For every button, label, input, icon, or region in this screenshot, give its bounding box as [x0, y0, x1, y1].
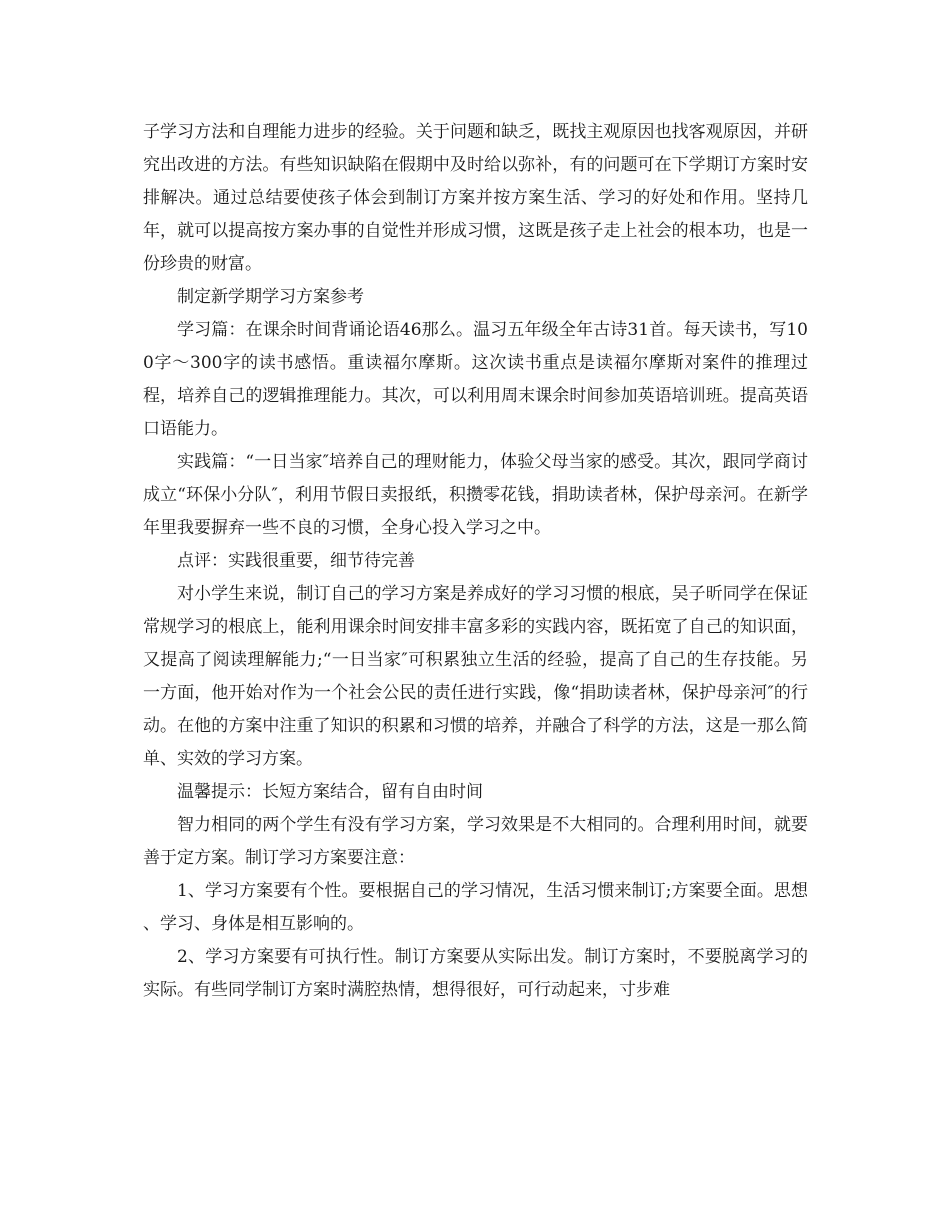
section-heading-tips: 温馨提示：长短方案结合，留有自由时间	[177, 782, 483, 802]
section-heading-new-term-plan: 制定新学期学习方案参考	[177, 287, 364, 307]
document-body	[143, 116, 808, 1007]
paragraph-tip-2: 2、学习方案要有可执行性。制订方案要从实际出发。制订方案时，不要脱离学习的实际。有些同学制订方案时满腔热情，想得很好，可行动起来，寸步难	[143, 947, 808, 1000]
paragraph-tips-intro: 智力相同的两个学生有没有学习方案，学习效果是不大相同的。合理利用时间，就要善于定方案。制订学习方案要注意：	[143, 815, 808, 868]
section-heading-comment: 点评：实践很重要，细节待完善	[177, 551, 415, 571]
paragraph-continuation: 子学习方法和自理能力进步的经验。关于问题和缺乏，既找主观原因也找客观原因，并研究出改进的方法。有些知识缺陷在假期中及时给以弥补，有的问题可在下学期订方案时安排解决。通过总结要使孩子体会到制订方案并按方案生活、学习的好处和作用。坚持几年，就可以提高按方案办事的自觉性并形成习惯，这既是孩子走上社会的根本功，也是一份珍贵的财富。	[143, 122, 808, 274]
paragraph-tip-1: 1、学习方案要有个性。要根据自己的学习情况，生活习惯来制订;方案要全面。思想 、学习、身体是相互影响的。	[143, 881, 808, 934]
paragraph-study: 学习篇：在课余时间背诵论语46那么。温习五年级全年古诗31首。每天读书，写100字～300字的读书感悟。重读福尔摩斯。这次读书重点是读福尔摩斯对案件的推理过程，培养自己的逻辑推理能力。其次，可以利用周末课余时间参加英语培训班。提高英语口语能力。	[143, 320, 808, 439]
paragraph-practice: 实践篇：“一日当家″培养自己的理财能力，体验父母当家的感受。其次，跟同学商讨成立“环保小分队″，利用节假日卖报纸，积攒零花钱，捐助读者林，保护母亲河。在新学年里我要摒弃一些不良的习惯，全身心投入学习之中。	[143, 452, 808, 538]
paragraph-comment-body: 对小学生来说，制订自己的学习方案是养成好的学习习惯的根底，吴子昕同学在保证常规学习的根底上，能利用课余时间安排丰富多彩的实践内容，既拓宽了自己的知识面，又提高了阅读理解能力;“一日当家″可积累独立生活的经验，提高了自己的生存技能。另一方面，他开始对作为一个社会公民的责任进行实践，像“捐助读者林，保护母亲河″的行动。在他的方案中注重了知识的积累和习惯的培养，并融合了科学的方法，这是一那么简单、实效的学习方案。	[143, 584, 808, 769]
